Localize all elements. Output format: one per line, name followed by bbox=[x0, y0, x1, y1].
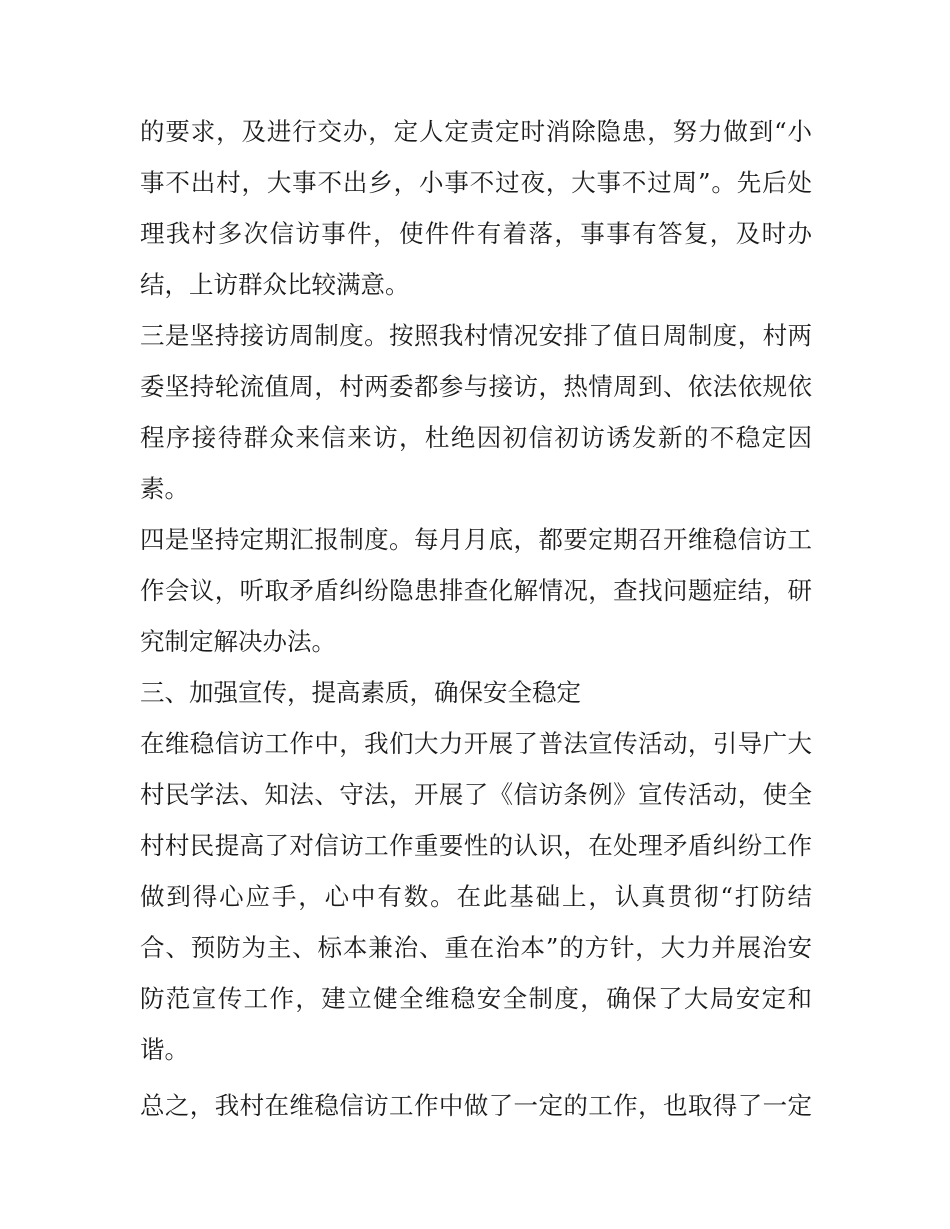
text-line: 作会议，听取矛盾纠纷隐患排查化解情况，查找问题症结，研 bbox=[140, 576, 812, 605]
section-heading bbox=[140, 667, 812, 718]
text-line: 村民学法、知法、守法，开展了《信访条例》宣传活动，使全 bbox=[140, 780, 812, 809]
text-line: 做到得心应手，心中有数。在此基础上，认真贯彻“打防结 bbox=[140, 882, 812, 911]
text-line: 四是坚持定期汇报制度。每月月底，都要定期召开维稳信访工 bbox=[140, 525, 812, 554]
text-line: 合、预防为主、标本兼治、重在治本”的方针，大力并展治安 bbox=[140, 933, 812, 962]
paragraph bbox=[140, 106, 812, 310]
text-line: 三、加强宣传，提高素质，确保安全稳定 bbox=[140, 678, 581, 707]
text-line: 三是坚持接访周制度。按照我村情况安排了值日周制度，村两 bbox=[140, 321, 812, 350]
text-line: 委坚持轮流值周，村两委都参与接访，热情周到、依法依规依 bbox=[140, 372, 812, 401]
text-line: 究制定解决办法。 bbox=[140, 627, 336, 656]
paragraph bbox=[140, 514, 812, 667]
paragraph bbox=[140, 718, 812, 1075]
text-line: 素。 bbox=[140, 474, 189, 503]
text-line: 总之，我村在维稳信访工作中做了一定的工作，也取得了一定 bbox=[140, 1091, 812, 1120]
text-line: 村村民提高了对信访工作重要性的认识，在处理矛盾纠纷工作 bbox=[140, 831, 812, 860]
text-line: 理我村多次信访事件，使件件有着落，事事有答复，及时办 bbox=[140, 219, 812, 248]
text-line: 谐。 bbox=[140, 1035, 189, 1064]
document-body bbox=[140, 106, 812, 1131]
paragraph bbox=[140, 1080, 812, 1131]
text-line: 事不出村，大事不出乡，小事不过夜，大事不过周”。先后处 bbox=[140, 168, 812, 197]
text-line: 结，上访群众比较满意。 bbox=[140, 270, 410, 299]
text-line: 在维稳信访工作中，我们大力开展了普法宣传活动，引导广大 bbox=[140, 729, 812, 758]
text-line: 的要求，及进行交办，定人定责定时消除隐患，努力做到“小 bbox=[140, 117, 812, 146]
paragraph bbox=[140, 310, 812, 514]
text-line: 防范宣传工作，建立健全维稳安全制度，确保了大局安定和 bbox=[140, 984, 812, 1013]
text-line: 程序接待群众来信来访，杜绝因初信初访诱发新的不稳定因 bbox=[140, 423, 812, 452]
